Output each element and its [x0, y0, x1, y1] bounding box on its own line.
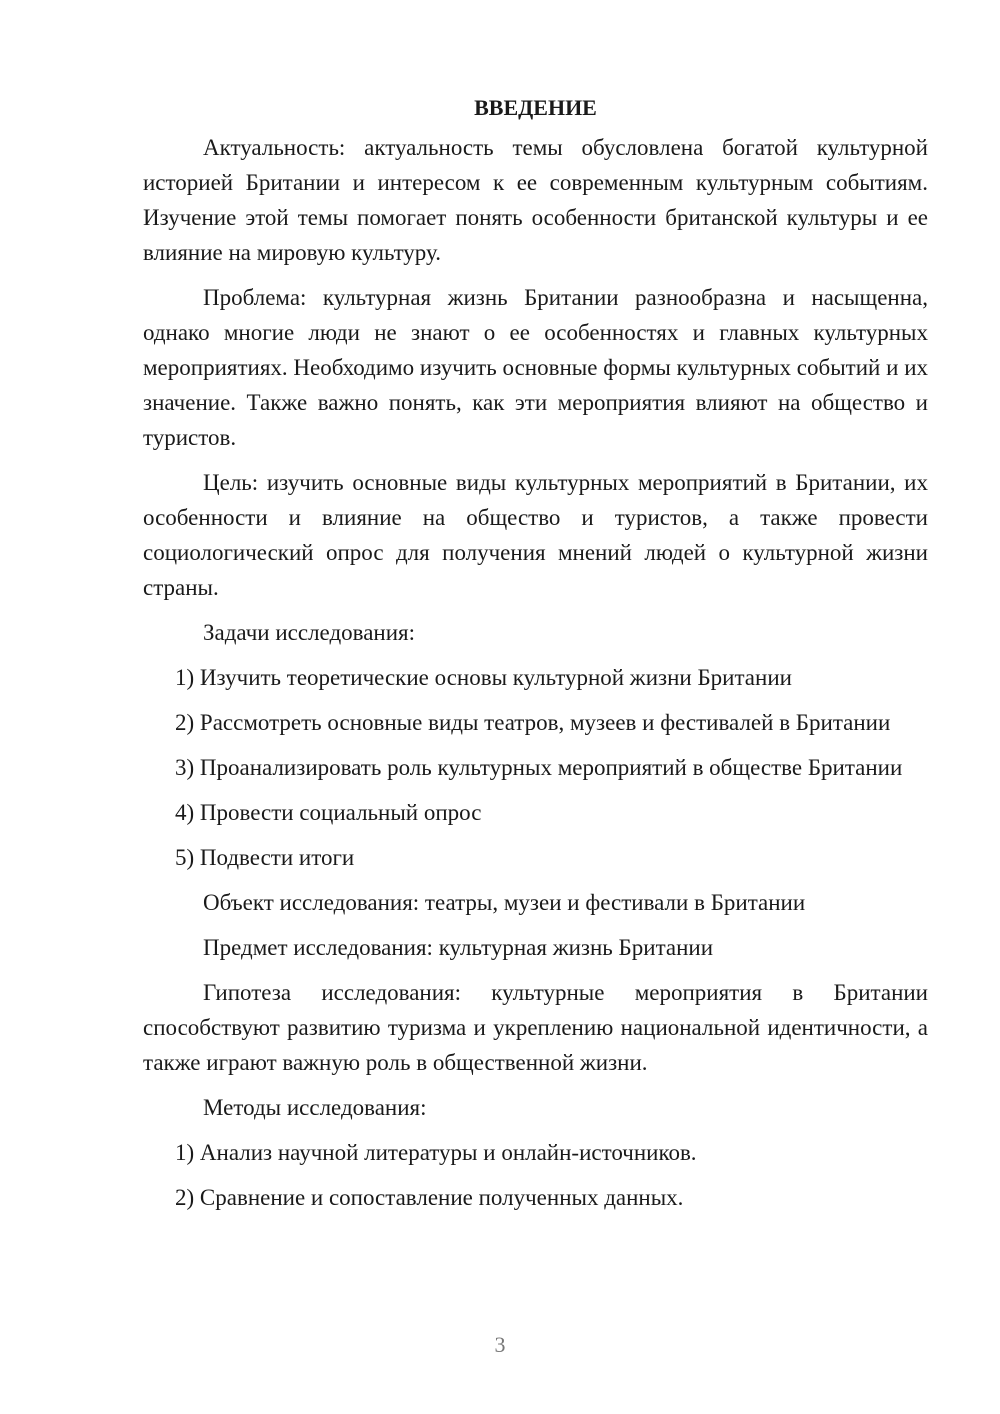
- methods-heading: Методы исследования:: [203, 1095, 427, 1120]
- goal-paragraph: Цель: изучить основные виды культурных мероприятий в Британии, их особенности и влияние на общество и туристов, а также провести социологический опрос для получения мнений людей о культурной жизни страны.: [143, 470, 928, 600]
- research-object: Объект исследования: театры, музеи и фестивали в Британии: [203, 890, 806, 915]
- tasks-heading: Задачи исследования:: [203, 620, 416, 645]
- problem-paragraph: Проблема: культурная жизнь Британии разнообразна и насыщенна, однако многие люди не знают о ее особенностях и главных культурных мероприятиях. Необходимо изучить основные формы культурных событий и их значение. Также важно понять, как эти мероприятия влияют на общество и туристов.: [143, 285, 928, 450]
- relevance-paragraph: Актуальность: актуальность темы обусловлена богатой культурной историей Британии и интересом к ее современным культурным событиям. Изучение этой темы помогает понять особенности британской культуры и ее влияние на мировую культуру.: [143, 135, 928, 265]
- task-item-4: 4) Провести социальный опрос: [175, 800, 482, 825]
- research-subject: Предмет исследования: культурная жизнь Британии: [203, 935, 714, 960]
- section-title: ВВЕДЕНИЕ: [474, 95, 597, 120]
- method-item-1: 1) Анализ научной литературы и онлайн-источников.: [175, 1140, 697, 1165]
- task-item-5: 5) Подвести итоги: [175, 845, 355, 870]
- task-item-2: 2) Рассмотреть основные виды театров, музеев и фестивалей в Британии: [175, 710, 891, 735]
- page-number: 3: [494, 1332, 506, 1357]
- task-item-3: 3) Проанализировать роль культурных мероприятий в обществе Британии: [175, 755, 903, 780]
- method-item-2: 2) Сравнение и сопоставление полученных данных.: [175, 1185, 684, 1210]
- document-page: [143, 90, 928, 1225]
- task-item-1: 1) Изучить теоретические основы культурной жизни Британии: [175, 665, 792, 690]
- hypothesis-paragraph: Гипотеза исследования: культурные мероприятия в Британии способствуют развитию туризма и укреплению национальной идентичности, а также играют важную роль в общественной жизни.: [143, 980, 928, 1075]
